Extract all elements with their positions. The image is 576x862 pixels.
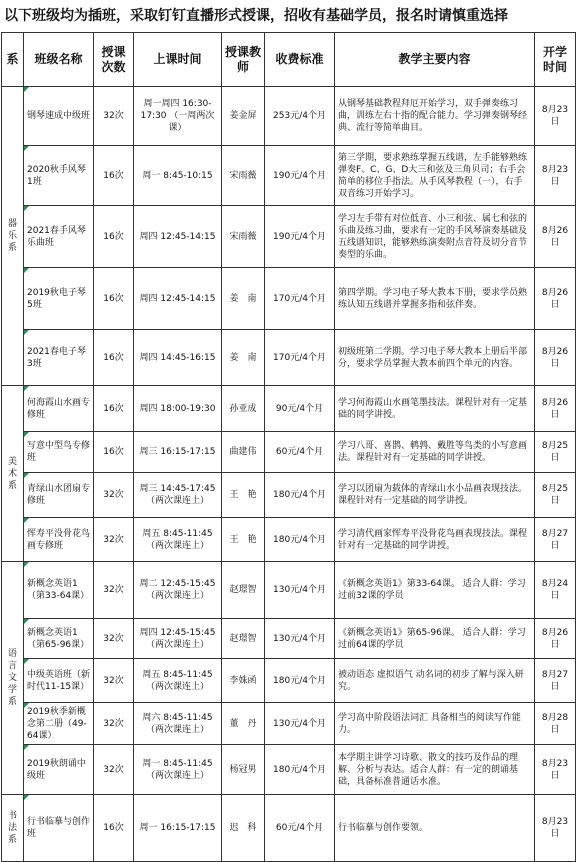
sessions-text: 32次	[103, 111, 124, 121]
content-cell	[335, 146, 535, 206]
dept-cell	[2, 562, 24, 795]
time-text: 周二 12:45-15:45 （两次课连上）	[139, 579, 216, 601]
table-row	[2, 703, 576, 745]
sessions-cell	[94, 386, 134, 432]
content-text: 被动语态 虚拟语气 动名词的初步了解与深入研究。	[338, 669, 524, 692]
table-row	[2, 562, 576, 619]
comment-marker-icon	[24, 386, 29, 391]
time-cell	[134, 473, 222, 518]
content-text: 学习左手带有对位低音、小三和弦、属七和弦的乐曲及练习曲，要求有一定的手风琴演奏基础及五线谱知识，能够熟练演奏附点音符及切分音节奏型的乐曲。	[338, 213, 528, 260]
teacher-cell	[222, 795, 265, 862]
class-name-cell	[24, 432, 94, 473]
fee-cell	[265, 268, 335, 330]
class-name-text: 2021春电子琴3班	[27, 346, 86, 369]
schedule-body	[2, 87, 576, 862]
content-text: 第三学期，要求熟练掌握五线谱，左手能够熟练弹奏F、C、G、D大三和弦及三角贝司；右手会简单的移位手指法。从手风琴教程（一），右手双音练习开始学习。	[338, 152, 528, 199]
fee-cell	[265, 206, 335, 268]
start-date-text: 8月23日	[541, 758, 569, 781]
fee-cell	[265, 703, 335, 745]
class-name-cell	[24, 703, 94, 745]
table-row	[2, 87, 576, 146]
fee-text: 170元/4个月	[273, 293, 326, 304]
sessions-cell	[94, 473, 134, 518]
start-date-text: 8月23日	[541, 817, 569, 839]
sessions-cell	[94, 87, 134, 146]
class-name-cell	[24, 146, 94, 206]
start-date-text: 8月26日	[541, 346, 569, 369]
fee-cell	[265, 473, 335, 518]
sessions-text: 16次	[103, 403, 124, 414]
sessions-text: 32次	[103, 490, 124, 500]
content-cell	[335, 386, 535, 432]
table-row	[2, 659, 576, 703]
start-date-cell	[535, 473, 576, 518]
class-name-cell	[24, 659, 94, 703]
sessions-text: 16次	[103, 231, 124, 242]
teacher-text: 王 艳	[229, 490, 257, 500]
content-cell	[335, 659, 535, 703]
fee-cell	[265, 795, 335, 862]
fee-cell	[265, 745, 335, 795]
class-name-cell	[24, 330, 94, 386]
comment-marker-icon	[24, 432, 29, 437]
comment-marker-icon	[24, 268, 29, 273]
class-name-cell	[24, 87, 94, 146]
teacher-cell	[222, 473, 265, 518]
fee-text: 180元/4个月	[273, 490, 326, 500]
class-name-text: 写意中型鸟专修班	[27, 441, 91, 463]
teacher-text: 姜 南	[229, 352, 257, 363]
fee-text: 90元/4个月	[275, 403, 324, 414]
sessions-text: 16次	[103, 823, 124, 833]
comment-marker-icon	[24, 745, 29, 750]
comment-marker-icon	[24, 795, 29, 800]
sessions-cell	[94, 206, 134, 268]
fee-cell	[265, 432, 335, 473]
content-cell	[335, 432, 535, 473]
time-cell	[134, 745, 222, 795]
content-text: 《新概念英语1》第65-96课。 适合人群：学习过前64课的学员	[338, 627, 526, 650]
class-name-text: 2020秋手风琴1班	[27, 164, 86, 187]
table-row	[2, 206, 576, 268]
comment-marker-icon	[24, 330, 29, 335]
teacher-cell	[222, 432, 265, 473]
content-cell	[335, 703, 535, 745]
sessions-text: 32次	[103, 764, 124, 775]
class-name-cell	[24, 518, 94, 562]
header-start: 开学时间	[535, 33, 576, 87]
header-sessions: 授课次数	[94, 33, 134, 87]
header-class-name: 班级名称	[24, 33, 94, 87]
sessions-cell	[94, 268, 134, 330]
class-name-cell	[24, 473, 94, 518]
class-name-text: 2019秋朗诵中级班	[27, 758, 86, 781]
class-name-text: 2019秋季新概念第二册（49-64课）	[27, 706, 87, 741]
class-name-cell	[24, 206, 94, 268]
content-cell	[335, 619, 535, 659]
table-row	[2, 795, 576, 862]
content-text: 学习八哥、喜鹊、鹌鹑、戴胜等鸟类的小写意画法。课程针对有一定基础的同学讲授。	[338, 441, 528, 463]
time-cell	[134, 703, 222, 745]
teacher-text: 姜 南	[229, 293, 257, 304]
teacher-text: 孙亚成	[229, 403, 257, 414]
class-name-text: 中级英语班（新时代11-15课）	[27, 669, 91, 692]
comment-marker-icon	[24, 659, 29, 664]
start-date-text: 8月26日	[541, 627, 569, 650]
teacher-cell	[222, 703, 265, 745]
fee-text: 180元/4个月	[273, 534, 326, 545]
teacher-cell	[222, 330, 265, 386]
teacher-cell	[222, 619, 265, 659]
class-name-text: 钢琴速成中级班	[27, 111, 91, 121]
table-row	[2, 146, 576, 206]
header-content: 教学主要内容	[335, 33, 535, 87]
content-text: 学习以团扇为载体的青绿山水小品画表现技法。课程针对有一定基础的同学讲授。	[338, 484, 528, 506]
sessions-text: 16次	[103, 293, 124, 304]
teacher-cell	[222, 268, 265, 330]
table-row	[2, 473, 576, 518]
dept-name: 器乐系	[7, 219, 17, 253]
sessions-cell	[94, 703, 134, 745]
time-text: 周六 8:45-11:45 （两次课连上）	[142, 712, 213, 735]
table-row	[2, 268, 576, 330]
teacher-cell	[222, 659, 265, 703]
table-row	[2, 745, 576, 795]
teacher-cell	[222, 562, 265, 619]
table-row	[2, 518, 576, 562]
teacher-text: 赵璟智	[229, 633, 257, 644]
fee-cell	[265, 619, 335, 659]
comment-marker-icon	[24, 518, 29, 523]
time-text: 周四 12:45-14:15	[139, 293, 216, 304]
start-date-cell	[535, 795, 576, 862]
teacher-text: 姜金屏	[229, 111, 257, 121]
start-date-cell	[535, 562, 576, 619]
start-date-text: 8月26日	[541, 225, 569, 248]
content-cell	[335, 330, 535, 386]
sessions-cell	[94, 619, 134, 659]
header-time: 上课时间	[134, 33, 222, 87]
time-cell	[134, 206, 222, 268]
start-date-text: 8月26日	[541, 287, 569, 310]
time-cell	[134, 146, 222, 206]
header-teacher: 授课教师	[222, 33, 265, 87]
start-date-cell	[535, 518, 576, 562]
class-name-cell	[24, 268, 94, 330]
sessions-cell	[94, 330, 134, 386]
fee-cell	[265, 146, 335, 206]
teacher-text: 迟 科	[229, 823, 257, 833]
content-cell	[335, 87, 535, 146]
content-text: 《新概念英语1》第33-64课。 适合人群：学习过前32课的学员	[338, 579, 526, 601]
content-text: 学习高中阶段语法词汇 具备相当的阅读写作能力。	[338, 712, 521, 735]
start-date-text: 8月27日	[541, 669, 569, 692]
sessions-text: 16次	[103, 170, 124, 181]
start-date-text: 8月23日	[541, 164, 569, 187]
start-date-cell	[535, 659, 576, 703]
teacher-text: 宋雨薇	[229, 170, 257, 181]
start-date-text: 8月26日	[541, 397, 569, 420]
sessions-cell	[94, 745, 134, 795]
teacher-cell	[222, 745, 265, 795]
teacher-text: 赵璟智	[229, 585, 257, 595]
content-text: 学习何海霞山水画笔墨技法。课程针对有一定基础的同学讲授。	[338, 397, 528, 420]
start-date-cell	[535, 703, 576, 745]
sessions-cell	[94, 518, 134, 562]
time-text: 周一 8:45-11:45 （两次课连上）	[142, 758, 213, 781]
time-text: 周四 12:45-15:45 （两次课连上）	[139, 627, 216, 650]
time-text: 周一 16:15-17:15	[139, 823, 216, 833]
content-cell	[335, 795, 535, 862]
comment-marker-icon	[24, 562, 29, 567]
fee-cell	[265, 386, 335, 432]
comment-marker-icon	[24, 87, 29, 92]
notice-banner: 以下班级均为插班，采取钉钉直播形式授课，招收有基础学员，报名时请慎重选择	[4, 8, 508, 24]
comment-marker-icon	[24, 206, 29, 211]
teacher-cell	[222, 518, 265, 562]
sessions-text: 16次	[103, 352, 124, 363]
class-name-text: 恽寿平没骨花鸟画专修班	[27, 528, 91, 551]
time-text: 周一 8:45-10:15	[142, 170, 213, 181]
start-date-text: 8月25日	[541, 441, 569, 463]
table-row	[2, 386, 576, 432]
content-text: 行书临摹与创作要领。	[338, 823, 429, 833]
class-name-text: 新概念英语1（第65-96课）	[27, 627, 90, 650]
content-cell	[335, 562, 535, 619]
start-date-cell	[535, 146, 576, 206]
dept-name: 美术系	[7, 456, 17, 491]
start-date-text: 8月25日	[541, 484, 569, 506]
teacher-cell	[222, 87, 265, 146]
content-cell	[335, 206, 535, 268]
class-name-cell	[24, 386, 94, 432]
fee-cell	[265, 87, 335, 146]
content-text: 学习清代画家恽寿平没骨花鸟画表现技法。课程针对有一定基础的同学讲授。	[338, 528, 528, 551]
class-name-text: 何海霞山水画专修班	[27, 397, 91, 420]
content-cell	[335, 268, 535, 330]
time-text: 周三 14:45-17:45 （两次课连上）	[139, 484, 216, 506]
time-cell	[134, 432, 222, 473]
teacher-text: 曲建伟	[229, 447, 257, 457]
time-cell	[134, 386, 222, 432]
schedule-table	[1, 32, 576, 862]
content-text: 从钢琴基础教程拜厄开始学习，双手弹奏练习曲，训练左右十指的配合能力。学习弹奏钢琴经典、流行等简单曲目。	[338, 99, 528, 133]
fee-text: 60元/4个月	[275, 447, 324, 457]
sessions-text: 32次	[103, 585, 124, 595]
time-cell	[134, 619, 222, 659]
time-text: 周五 8:45-11:45 （两次课连上）	[142, 528, 213, 551]
class-name-text: 2019秋电子琴5班	[27, 287, 86, 310]
dept-cell	[2, 795, 24, 862]
time-cell	[134, 330, 222, 386]
class-name-cell	[24, 562, 94, 619]
start-date-cell	[535, 386, 576, 432]
start-date-cell	[535, 619, 576, 659]
teacher-cell	[222, 386, 265, 432]
table-row	[2, 619, 576, 659]
sessions-text: 32次	[103, 718, 124, 729]
start-date-cell	[535, 268, 576, 330]
fee-cell	[265, 562, 335, 619]
fee-text: 253元/4个月	[273, 111, 326, 121]
class-name-cell	[24, 619, 94, 659]
teacher-text: 杨冠男	[229, 764, 257, 775]
start-date-cell	[535, 745, 576, 795]
sessions-text: 32次	[103, 675, 124, 686]
content-cell	[335, 473, 535, 518]
sessions-cell	[94, 795, 134, 862]
header-dept: 系	[2, 33, 24, 87]
class-name-text: 新概念英语1（第33-64课）	[27, 579, 90, 601]
class-name-cell	[24, 745, 94, 795]
table-row	[2, 330, 576, 386]
class-name-text: 行书临摹与创作班	[27, 817, 91, 839]
fee-text: 130元/4个月	[273, 718, 326, 729]
fee-cell	[265, 659, 335, 703]
content-text: 第四学期。学习电子琴大教本下册，要求学员熟练认知五线谱并掌握多指和弦伴奏。	[338, 287, 528, 310]
time-text: 周五 8:45-11:45 （两次课连上）	[142, 669, 213, 692]
teacher-text: 董 丹	[229, 718, 257, 729]
fee-cell	[265, 518, 335, 562]
fee-cell	[265, 330, 335, 386]
content-text: 初级班第二学期。学习电子琴大教本上册后半部分，要求学员掌握大教本前四个单元的内容。	[338, 346, 528, 369]
time-text: 周三 16:15-17:15	[139, 447, 216, 457]
start-date-text: 8月28日	[541, 712, 569, 735]
start-date-cell	[535, 432, 576, 473]
class-name-text: 青绿山水团扇专修班	[27, 484, 91, 506]
time-text: 周一周四 16:30-17:30 （一周两次课）	[140, 99, 215, 133]
sessions-cell	[94, 562, 134, 619]
class-name-cell	[24, 795, 94, 862]
start-date-text: 8月24日	[541, 579, 569, 601]
comment-marker-icon	[24, 473, 29, 478]
time-text: 周四 14:45-16:15	[139, 352, 216, 363]
time-text: 周四 12:45-14:15	[139, 231, 216, 242]
time-cell	[134, 518, 222, 562]
comment-marker-icon	[24, 703, 29, 708]
sessions-text: 16次	[103, 447, 124, 457]
time-cell	[134, 659, 222, 703]
fee-text: 60元/4个月	[275, 823, 324, 833]
fee-text: 190元/4个月	[273, 170, 326, 181]
teacher-text: 李姝函	[229, 675, 257, 686]
time-cell	[134, 87, 222, 146]
fee-text: 170元/4个月	[273, 352, 326, 363]
fee-text: 180元/4个月	[273, 675, 326, 686]
dept-name: 书法系	[7, 811, 17, 845]
fee-text: 130元/4个月	[273, 633, 326, 644]
fee-text: 190元/4个月	[273, 231, 326, 242]
content-cell	[335, 745, 535, 795]
dept-cell	[2, 386, 24, 562]
comment-marker-icon	[24, 619, 29, 624]
fee-text: 130元/4个月	[273, 585, 326, 595]
start-date-cell	[535, 87, 576, 146]
sessions-cell	[94, 432, 134, 473]
sessions-cell	[94, 659, 134, 703]
time-cell	[134, 268, 222, 330]
start-date-text: 8月27日	[541, 528, 569, 551]
start-date-cell	[535, 206, 576, 268]
start-date-text: 8月23日	[541, 105, 569, 127]
dept-cell	[2, 87, 24, 386]
teacher-cell	[222, 146, 265, 206]
content-cell	[335, 518, 535, 562]
table-row	[2, 432, 576, 473]
sessions-text: 32次	[103, 633, 124, 644]
comment-marker-icon	[24, 146, 29, 151]
sessions-cell	[94, 146, 134, 206]
time-cell	[134, 795, 222, 862]
sessions-text: 32次	[103, 534, 124, 545]
start-date-cell	[535, 330, 576, 386]
content-text: 本学期主讲学习诗歌、散文的技巧及作品的理解、分析与表达。适合人群：有一定的朗诵基础，具备标准普通话水准。	[338, 752, 519, 787]
time-text: 周四 18:00-19:30	[139, 403, 216, 414]
teacher-text: 王 艳	[229, 534, 257, 545]
time-cell	[134, 562, 222, 619]
teacher-cell	[222, 206, 265, 268]
dept-name: 语言文学系	[7, 649, 17, 707]
header-row	[2, 33, 576, 87]
fee-text: 180元/4个月	[273, 764, 326, 775]
class-name-text: 2021春手风琴乐曲班	[27, 225, 86, 248]
header-fee: 收费标准	[265, 33, 335, 87]
teacher-text: 宋雨薇	[229, 231, 257, 242]
